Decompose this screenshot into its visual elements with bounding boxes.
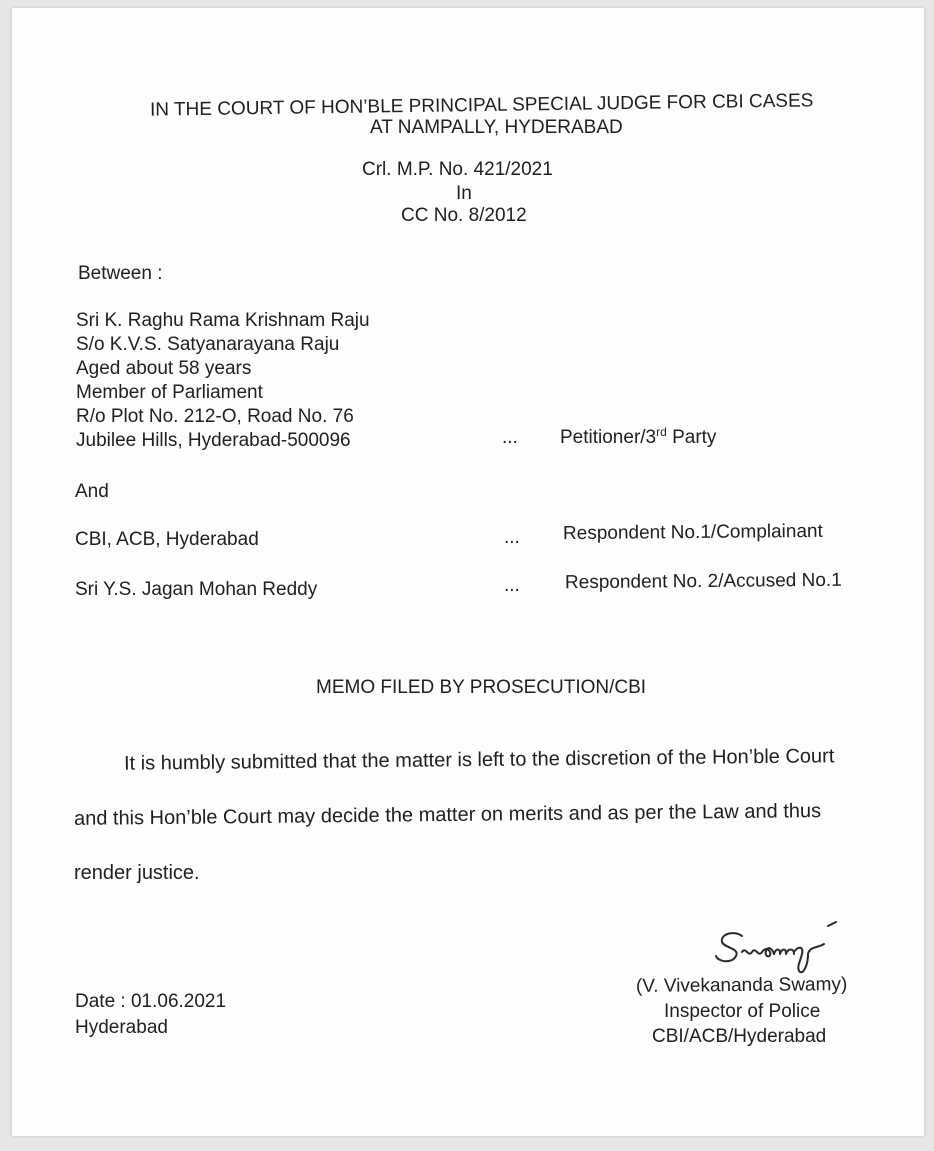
filing-place: Hyderabad: [75, 1017, 168, 1038]
separator-dots: ...: [502, 427, 518, 448]
respondent1-role: Respondent No.1/Complainant: [562, 520, 823, 545]
filing-date: Date : 01.06.2021: [75, 991, 227, 1012]
respondent2-name: Sri Y.S. Jagan Mohan Reddy: [75, 579, 318, 600]
petitioner-line: Sri K. Raghu Rama Krishnam Raju: [76, 310, 370, 331]
document-page: [12, 8, 924, 1136]
respondent2-role: Respondent No. 2/Accused No.1: [564, 569, 842, 594]
memo-paragraph-line1: It is humbly submitted that the matter is left to the discretion of the Hon’ble Court: [123, 745, 835, 775]
petitioner-line: Aged about 58 years: [76, 358, 252, 379]
signature-image: [712, 918, 842, 978]
respondent1-name: CBI, ACB, Hyderabad: [75, 529, 259, 550]
court-title-line2: AT NAMPALLY, HYDERABAD: [370, 117, 623, 138]
petitioner-line: R/o Plot No. 212-O, Road No. 76: [76, 406, 354, 427]
and-label: And: [75, 481, 109, 502]
petitioner-role: Petitioner/3rd Party: [560, 425, 717, 448]
separator-dots: ...: [504, 527, 520, 548]
case-number: CC No. 8/2012: [401, 205, 527, 226]
in-label: In: [456, 183, 472, 204]
memo-paragraph-line3: render justice.: [74, 862, 200, 884]
petitioner-line: Jubilee Hills, Hyderabad-500096: [76, 430, 351, 451]
petitioner-line: S/o K.V.S. Satyanarayana Raju: [76, 334, 340, 355]
separator-dots: ...: [504, 575, 520, 596]
memo-title: MEMO FILED BY PROSECUTION/CBI: [316, 677, 647, 698]
petition-number: Crl. M.P. No. 421/2021: [362, 159, 553, 180]
petitioner-line: Member of Parliament: [76, 382, 263, 403]
signatory-office: CBI/ACB/Hyderabad: [652, 1026, 827, 1047]
court-title-line1: IN THE COURT OF HON’BLE PRINCIPAL SPECIAL JUDGE FOR CBI CASES: [149, 90, 814, 121]
signatory-name: (V. Vivekananda Swamy): [635, 974, 848, 997]
memo-paragraph-line2: and this Hon’ble Court may decide the matter on merits and as per the Law and thus: [73, 800, 822, 830]
between-label: Between :: [78, 263, 163, 284]
signatory-title: Inspector of Police: [664, 1001, 821, 1022]
